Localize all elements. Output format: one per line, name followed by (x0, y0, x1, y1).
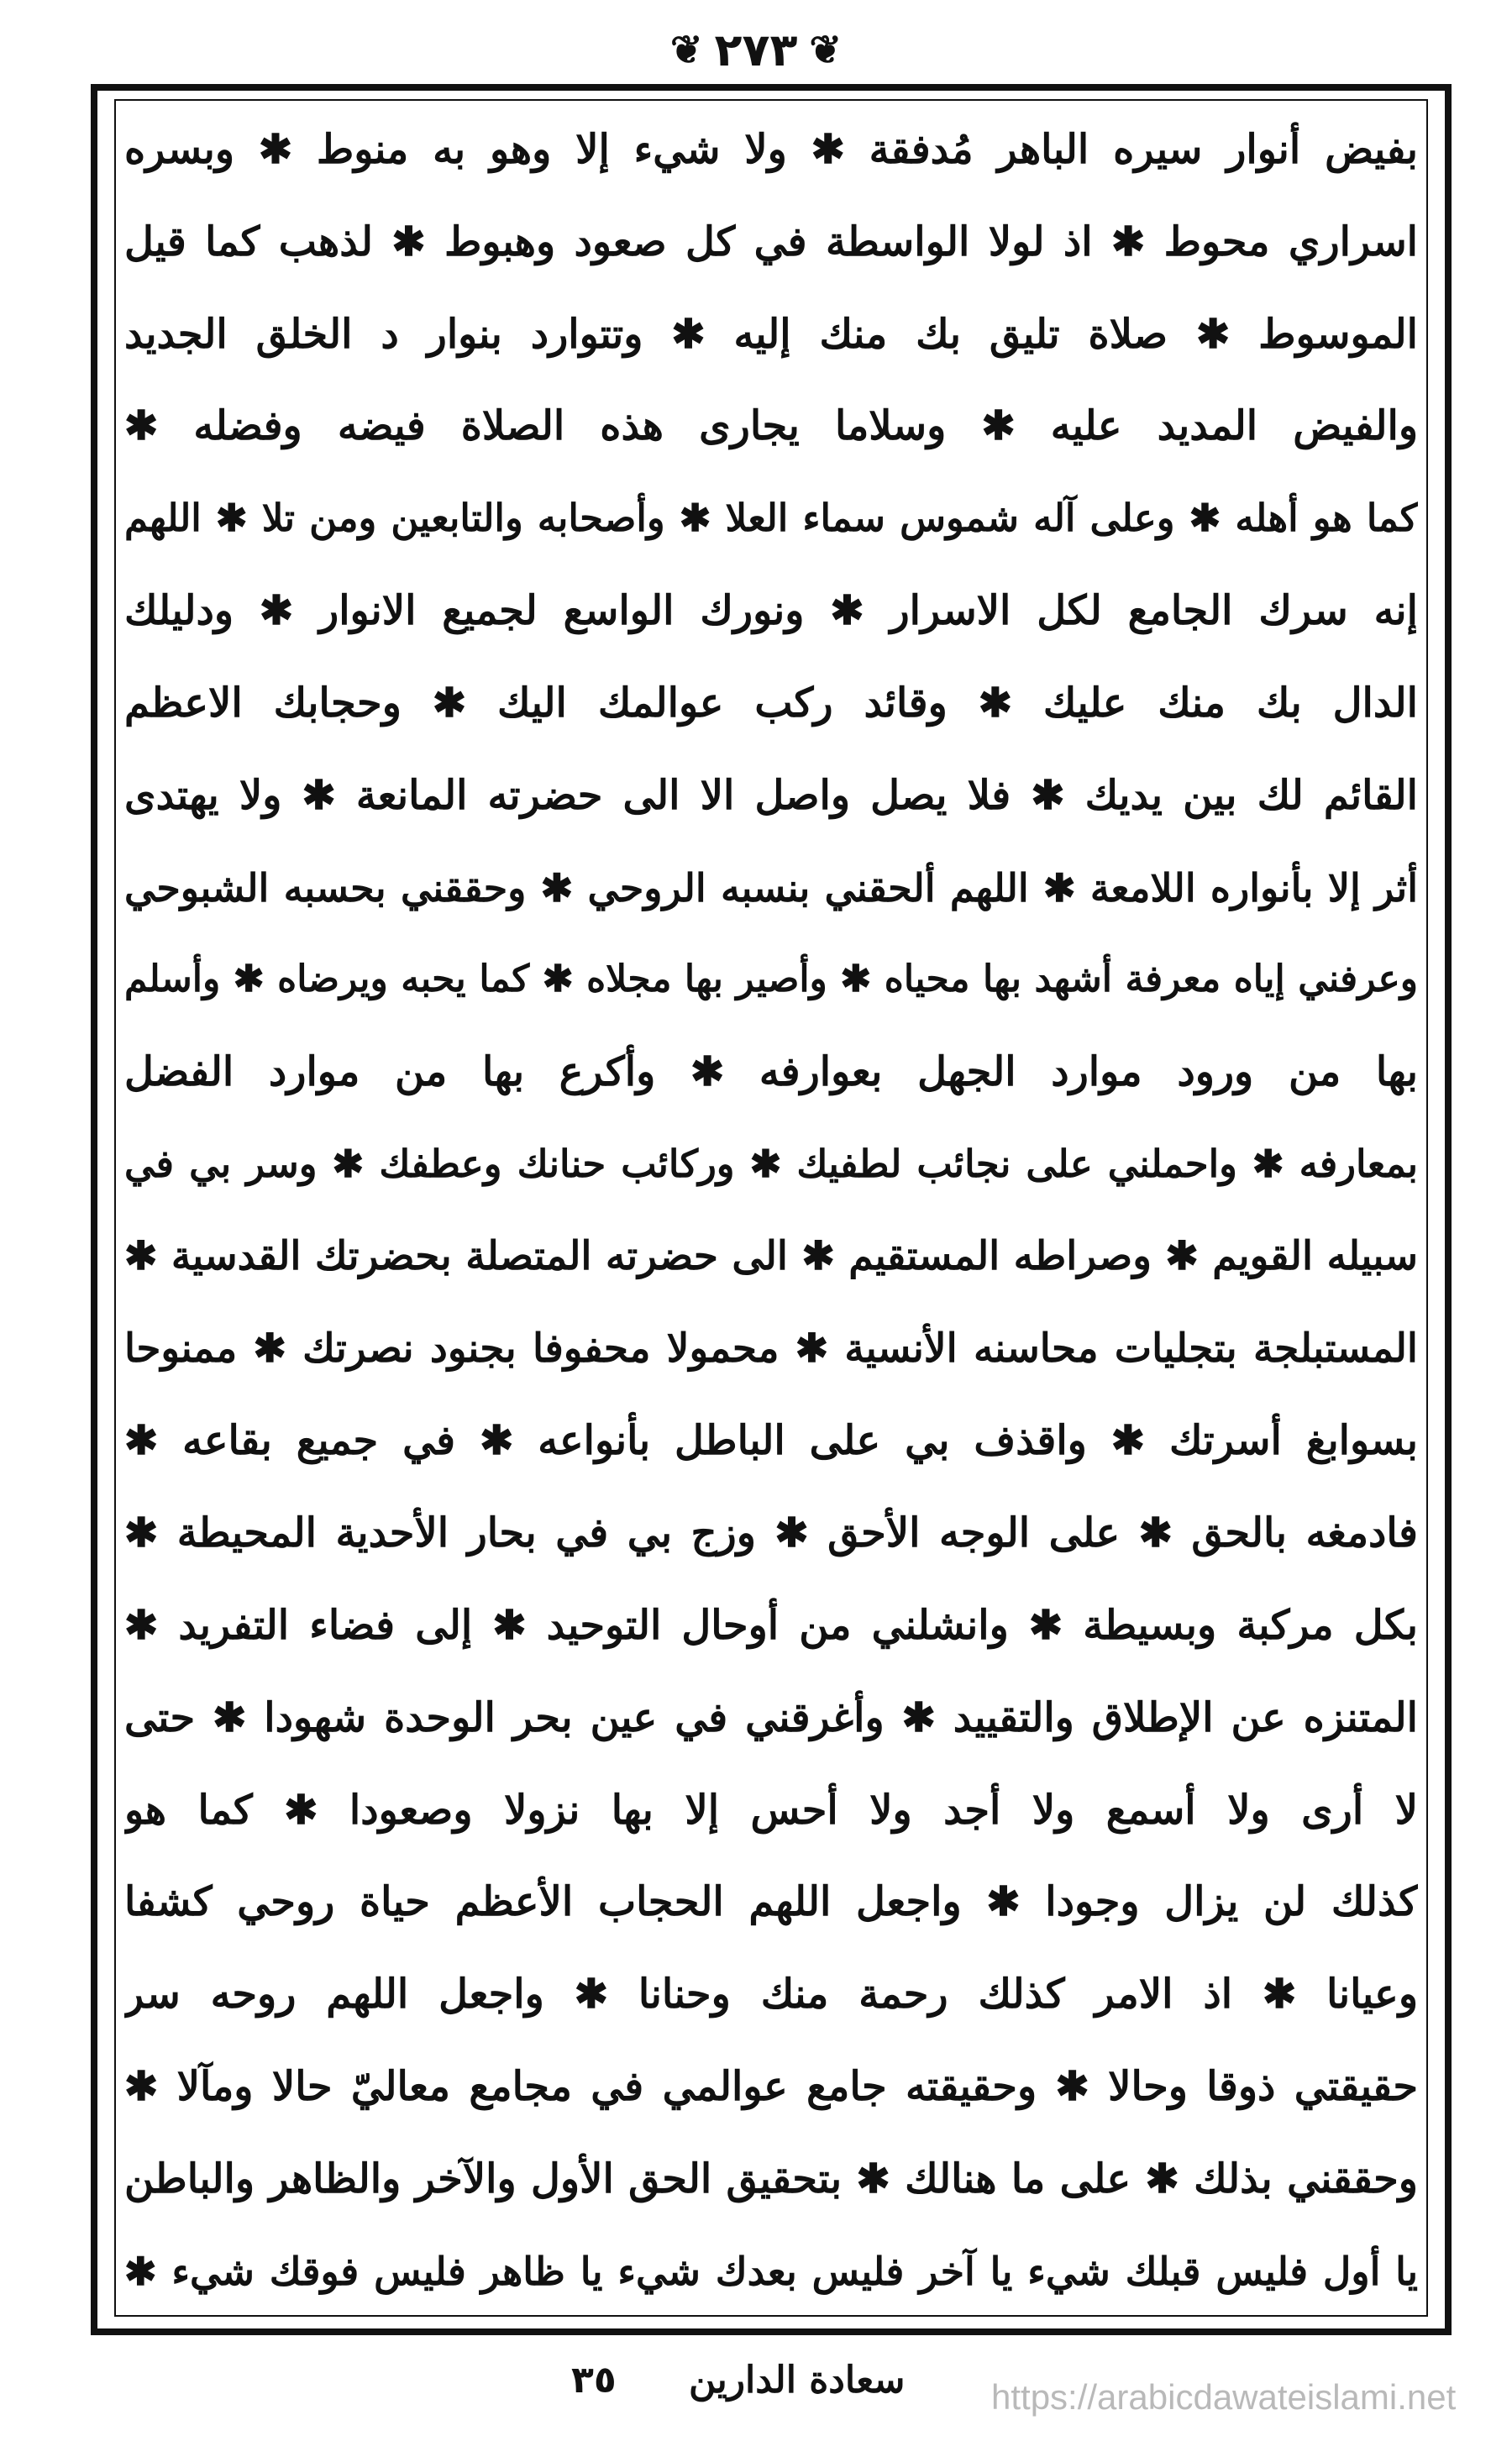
text-line: كما هو أهله ✱ وعلى آله شموس سماء العلا ✱ وأصحابه والتابعين ومن تلا ✱ اللهم (124, 496, 1418, 541)
text-line: القائم لك بين يديك ✱ فلا يصل واصل الا الى حضرته المانعة ✱ ولا يهتدى (124, 771, 1418, 819)
page-number: ٢٧٣ (714, 23, 798, 76)
text-line: الموسوط ✱ صلاة تليق بك منك إليه ✱ وتتوارد بنوار د الخلق الجديد (124, 310, 1418, 358)
text-line: والفيض المديد عليه ✱ وسلاما يجارى هذه الصلاة فيضه وفضله ✱ (124, 402, 1418, 450)
book-title: سعادة الدارين (689, 2359, 906, 2402)
text-line: حقيقتي ذوقا وحالا ✱ وحقيقته جامع عوالمي في مجامع معاليّ حالا ومآلا ✱ (124, 2063, 1418, 2111)
text-line: المتنزه عن الإطلاق والتقييد ✱ وأغرقني في عين بحر الوحدة شهودا ✱ حتى (124, 1693, 1418, 1741)
ornament-right-icon: ❦ (809, 27, 842, 72)
text-line: كذلك لن يزال وجودا ✱ واجعل اللهم الحجاب الأعظم حياة روحي كشفا (124, 1878, 1418, 1926)
text-line: اسراري محوط ✱ اذ لولا الواسطة في كل صعود وهبوط ✱ لذهب كما قيل (124, 218, 1418, 265)
text-line: سبيله القويم ✱ وصراطه المستقيم ✱ الى حضرته المتصلة بحضرتك القدسية ✱ (124, 1232, 1418, 1279)
text-line: وعرفني إياه معرفة أشهد بها محياه ✱ وأصير بها مجلاه ✱ كما يحبه ويرضاه ✱ وأسلم (124, 958, 1418, 1001)
ornament-left-icon: ❦ (670, 27, 703, 72)
text-line: وعيانا ✱ اذ الامر كذلك رحمة منك وحنانا ✱ واجعل اللهم روحه سر (124, 1971, 1418, 2019)
text-line: بفيض أنوار سيره الباهر مُدفقة ✱ ولا شيء إلا وهو به منوط ✱ وبسره (124, 126, 1418, 173)
text-line: الدال بك منك عليك ✱ وقائد ركب عوالمك اليك ✱ وحجابك الاعظم (124, 679, 1418, 727)
watermark-url[interactable]: https://arabicdawateislami.net (991, 2377, 1457, 2417)
text-body (124, 114, 1418, 2307)
text-line: بكل مركبة وبسيطة ✱ وانشلني من أوحال التوحيد ✱ إلى فضاء التفريد ✱ (124, 1602, 1418, 1649)
text-line: المستبلجة بتجليات محاسنه الأنسية ✱ محمولا محفوفا بجنود نصرتك ✱ ممنوحا (124, 1325, 1418, 1372)
text-line: وحققني بذلك ✱ على ما هنالك ✱ بتحقيق الحق الأول والآخر والظاهر والباطن (124, 2155, 1418, 2202)
text-line: فادمغه بالحق ✱ على الوجه الأحق ✱ وزج بي في بحار الأحدية المحيطة ✱ (124, 1509, 1418, 1557)
text-line: بمعارفه ✱ واحملني على نجائب لطفيك ✱ وركائب حنانك وعطفك ✱ وسر بي في (124, 1141, 1418, 1186)
footer-page-number: ٣٥ (571, 2359, 617, 2402)
text-line: بها من ورود موارد الجهل بعوارفه ✱ وأكرع بها من موارد الفضل (124, 1048, 1418, 1096)
text-line: بسوابغ أسرتك ✱ واقذف بي على الباطل بأنواعه ✱ في جميع بقاعه ✱ (124, 1417, 1418, 1465)
page-header (0, 12, 1512, 87)
text-line: إنه سرك الجامع لكل الاسرار ✱ ونورك الواسع لجميع الانوار ✱ ودليلك (124, 587, 1418, 635)
text-line: يا أول فليس قبلك شيء يا آخر فليس بعدك شيء يا ظاهر فليس فوقك شيء ✱ (124, 2248, 1418, 2294)
text-line: أثر إلا بأنواره اللامعة ✱ اللهم ألحقني بنسبه الروحي ✱ وحققني بحسبه الشبوحي (124, 864, 1418, 911)
text-line: لا أرى ولا أسمع ولا أجد ولا أحس إلا بها نزولا وصعودا ✱ كما هو (124, 1786, 1418, 1834)
